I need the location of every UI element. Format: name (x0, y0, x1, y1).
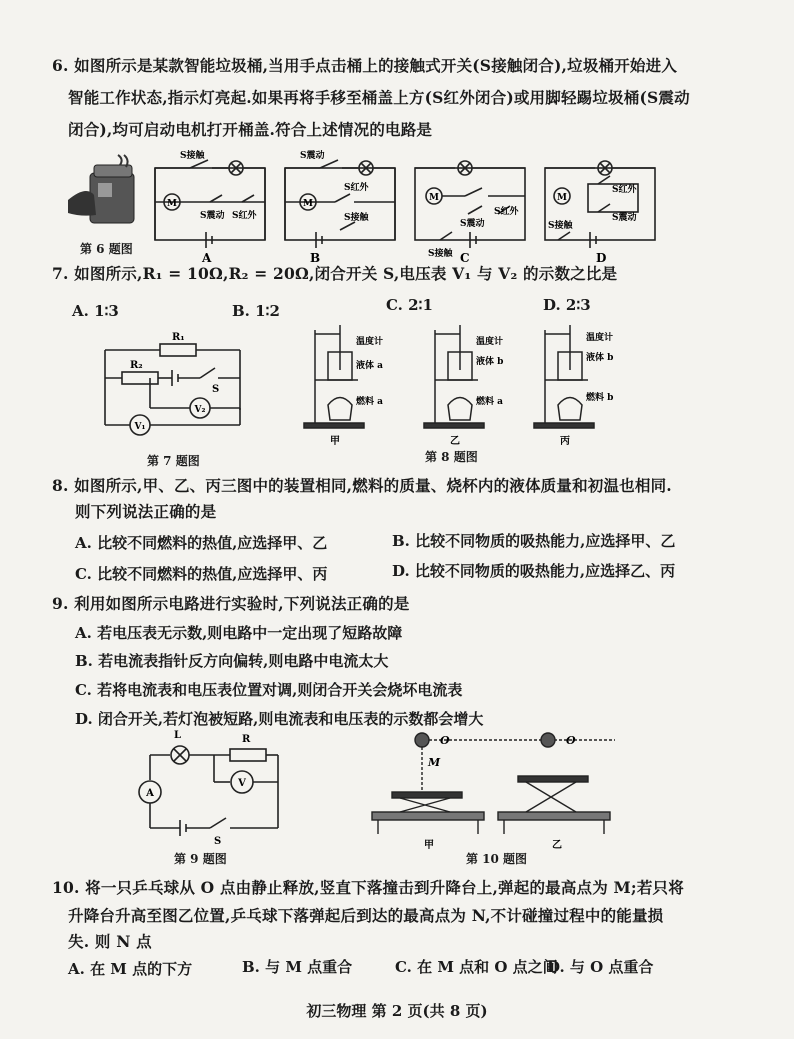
q6-line1: 6. 如图所示是某款智能垃圾桶,当用手点击桶上的接触式开关(S接触闭合),垃圾桶开始进入 (52, 56, 678, 75)
q10-figure-caption: 第 10 题图 (466, 852, 528, 866)
q8-liquid-2: 液体 b (476, 357, 504, 367)
circuit-a-switch-3: S红外 (232, 211, 257, 221)
q10-line3: 失. 则 N 点 (68, 932, 152, 951)
q10-line1: 10. 将一只乒乓球从 O 点由静止释放,竖直下落撞击到升降台上,弹起的最高点为 M;若只将 (52, 878, 684, 897)
q8-label-yi: 乙 (450, 436, 460, 447)
q9-option-d: D. 闭合开关,若灯泡被短路,则电流表和电压表的示数都会增大 (75, 710, 484, 728)
q9-option-b: B. 若电流表指针反方向偏转,则电路中电流太大 (75, 652, 389, 670)
q9-option-c: C. 若将电流表和电压表位置对调,则闭合开关会烧坏电流表 (75, 681, 463, 699)
q6-line3: 闭合),均可启动电机打开桶盖.符合上述情况的电路是 (68, 120, 433, 139)
q10-line2: 升降台升高至图乙位置,乒乓球下落弹起后到达的最高点为 N,不计碰撞过程中的能量损 (68, 906, 664, 925)
q7-switch-label: S (212, 384, 220, 395)
circuit-b-switch-3: S接触 (344, 213, 369, 223)
q8-liquid-3: 液体 b (586, 353, 614, 363)
q10-point-o-2: O (566, 734, 576, 747)
circuit-a (150, 151, 270, 265)
circuit-c-switch-3: S接触 (428, 249, 453, 259)
q9-option-a: A. 若电压表无示数,则电路中一定出现了短路故障 (75, 624, 403, 642)
q6-figure-caption: 第 6 题图 (80, 242, 133, 256)
q8-thermometer-1: 温度计 (356, 337, 384, 347)
circuit-c-motor-label: M (429, 193, 439, 203)
q7-option-d: D. 2∶3 (543, 296, 591, 314)
q10-option-c: C. 在 M 点和 O 点之间 (395, 958, 558, 976)
circuit-a-switch-1: S接触 (180, 151, 205, 161)
q10-figure (370, 726, 620, 851)
q9-circuit (130, 730, 290, 845)
q9-figure-caption: 第 9 题图 (174, 852, 227, 866)
q7-v1-label: V₁ (134, 422, 146, 432)
q8-label-bing: 丙 (560, 436, 570, 447)
circuit-b-switch-1: S震动 (300, 151, 325, 161)
q7-r1-label: R₁ (172, 332, 185, 343)
circuit-d-switch-1: S红外 (612, 185, 637, 195)
smart-trash-can-illustration (66, 155, 146, 235)
q7-option-b: B. 1∶2 (232, 302, 280, 320)
circuit-a-letter: A (202, 251, 212, 265)
circuit-b-switch-2: S红外 (344, 183, 369, 193)
q8-thermometer-3: 温度计 (586, 333, 614, 343)
q8-option-d: D. 比较不同物质的吸热能力,应选择乙、丙 (392, 562, 676, 580)
q10-option-a: A. 在 M 点的下方 (68, 960, 193, 978)
circuit-d-letter: D (596, 251, 607, 265)
q9-lamp-label: L (174, 730, 182, 741)
q7-option-a: A. 1∶3 (72, 302, 119, 320)
q10-label-yi: 乙 (552, 840, 562, 851)
q10-label-jia: 甲 (424, 840, 434, 851)
page-footer: 初三物理 第 2 页(共 8 页) (306, 1002, 488, 1020)
q10-point-o-1: O (440, 734, 450, 747)
q7-r2-label: R₂ (130, 360, 143, 371)
q10-point-m: M (428, 756, 441, 769)
q8-liquid-1: 液体 a (356, 361, 383, 371)
q7-circuit (100, 330, 250, 440)
q8-apparatus (300, 320, 660, 450)
q8-line2: 则下列说法正确的是 (75, 502, 217, 521)
circuit-b-motor-label: M (303, 199, 313, 209)
circuit-a-motor-label: M (167, 199, 177, 209)
q8-option-b: B. 比较不同物质的吸热能力,应选择甲、乙 (392, 532, 676, 550)
q9-switch-label: S (214, 836, 222, 847)
q10-option-b: B. 与 M 点重合 (242, 958, 353, 976)
q8-fuel-1: 燃料 a (356, 397, 383, 407)
circuit-b-letter: B (310, 251, 321, 265)
circuit-c-letter: C (460, 251, 470, 265)
q8-option-c: C. 比较不同燃料的热值,应选择甲、丙 (75, 565, 328, 583)
q10-option-d: D. 与 O 点重合 (547, 958, 654, 976)
q7-v2-label: V₂ (194, 405, 206, 415)
q7-figure-caption: 第 7 题图 (147, 454, 200, 468)
circuit-d (540, 160, 660, 265)
q7-option-c: C. 2∶1 (386, 296, 433, 314)
q8-option-a: A. 比较不同燃料的热值,应选择甲、乙 (75, 534, 328, 552)
circuit-c-switch-2: S红外 (494, 207, 519, 217)
q8-line1: 8. 如图所示,甲、乙、丙三图中的装置相同,燃料的质量、烧杯内的液体质量和初温也相同. (52, 476, 672, 495)
q8-fuel-2: 燃料 a (476, 397, 503, 407)
circuit-c-switch-1: S震动 (460, 219, 485, 229)
circuit-c (410, 160, 530, 265)
circuit-b (280, 151, 400, 265)
q8-label-jia: 甲 (330, 436, 340, 447)
q9-ammeter-label: A (146, 788, 154, 799)
q8-fuel-3: 燃料 b (586, 393, 614, 403)
q6-line2: 智能工作状态,指示灯亮起.如果再将手移至桶盖上方(S红外闭合)或用脚轻踢垃圾桶(S震动 (68, 88, 690, 107)
circuit-d-switch-2: S震动 (612, 213, 637, 223)
q8-figure-caption: 第 8 题图 (425, 450, 478, 464)
circuit-a-switch-2: S震动 (200, 211, 225, 221)
q9-resistor-label: R (242, 734, 251, 745)
q9-voltmeter-label: V (238, 778, 246, 789)
circuit-d-motor-label: M (557, 193, 567, 203)
circuit-d-switch-3: S接触 (548, 221, 573, 231)
q7-stem: 7. 如图所示,R₁ = 10Ω,R₂ = 20Ω,闭合开关 S,电压表 V₁ 与 V₂ 的示数之比是 (52, 264, 618, 283)
q9-stem: 9. 利用如图所示电路进行实验时,下列说法正确的是 (52, 594, 410, 613)
q8-thermometer-2: 温度计 (476, 337, 504, 347)
